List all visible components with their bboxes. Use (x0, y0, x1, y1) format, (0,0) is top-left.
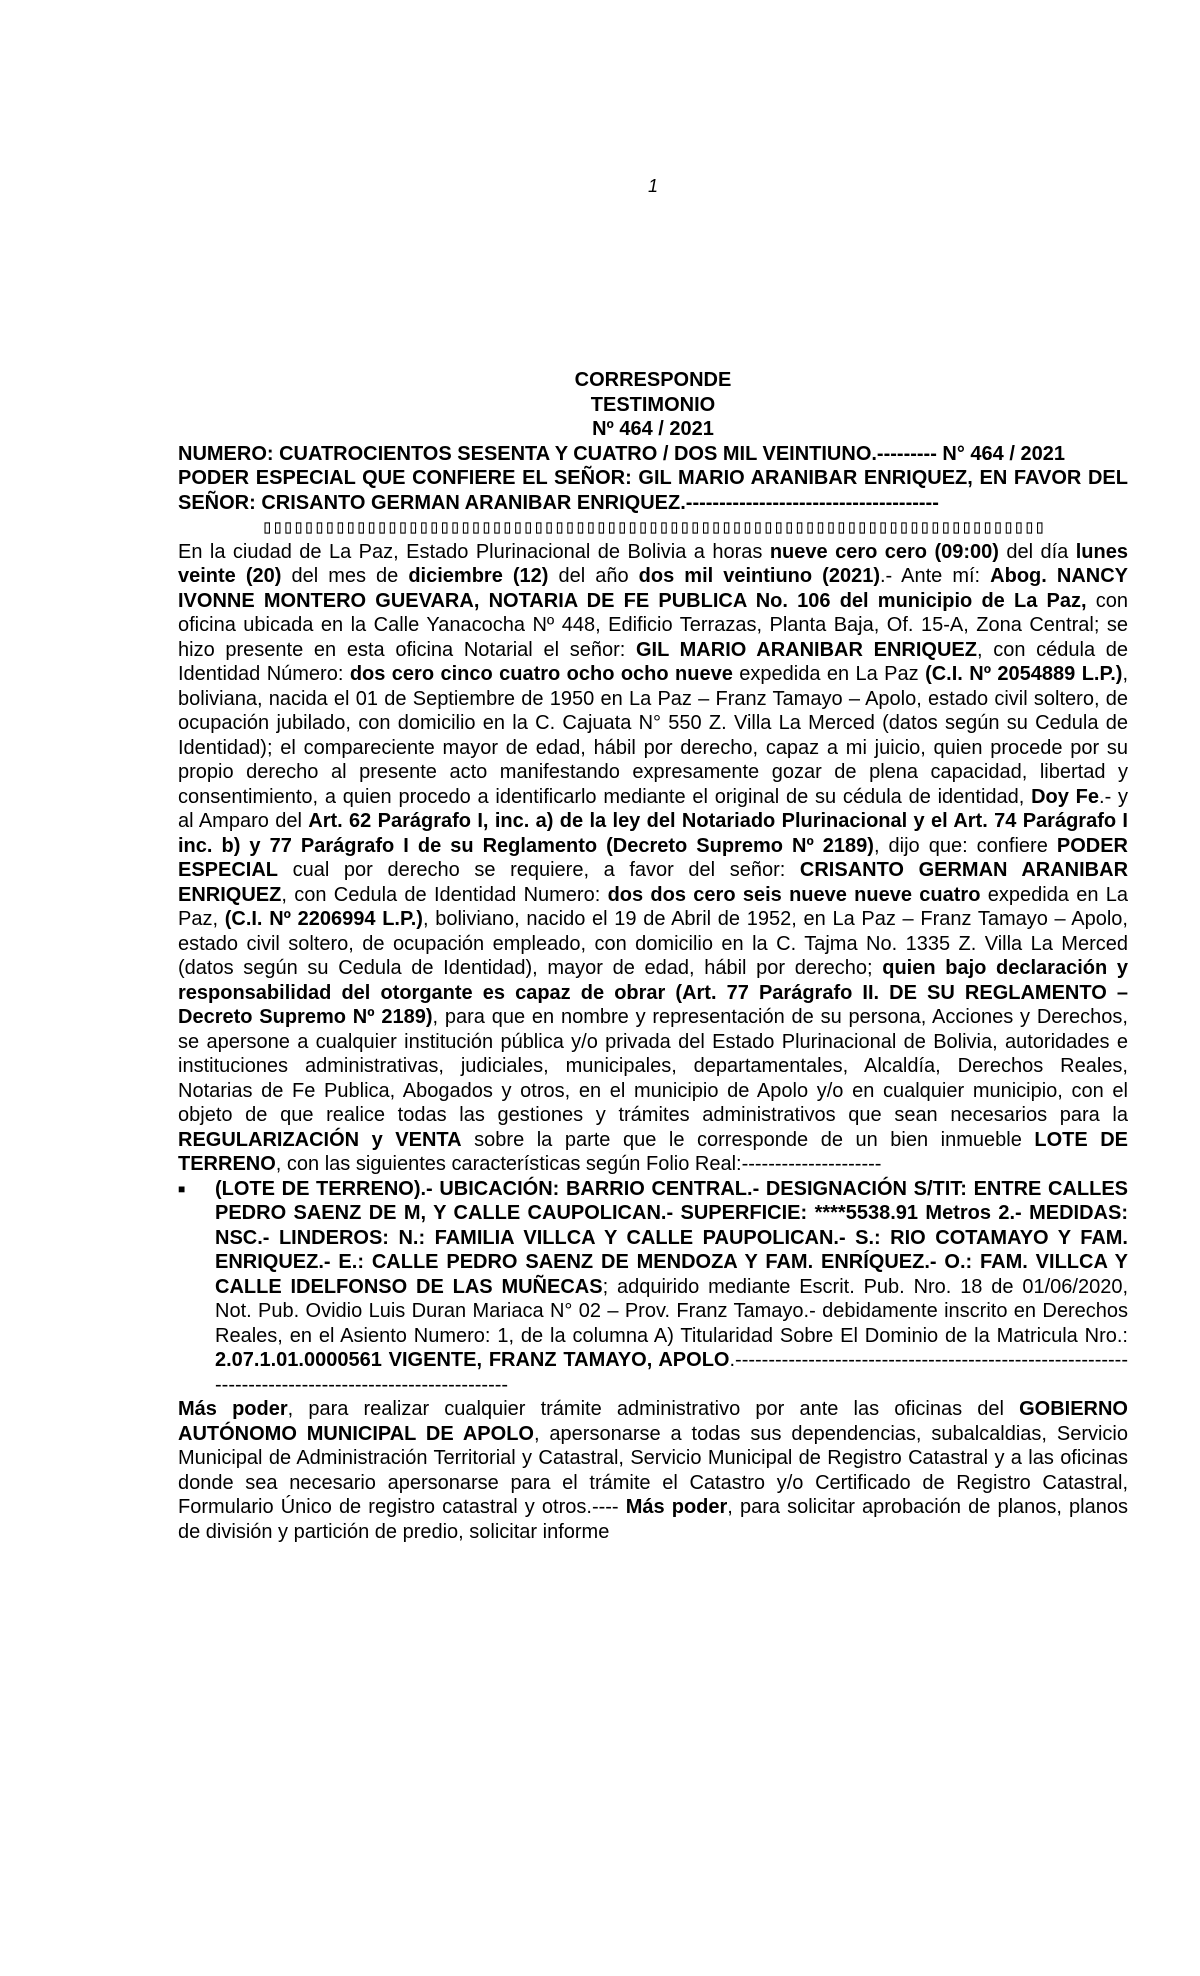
bold-text-run: quien bajo declaración y responsabilidad del otorgante es capaz de obrar (Art. 77 Parágrafo II. DE SU REGLAMENTO – Decreto Supremo Nº 2189) (178, 957, 1128, 1028)
bold-text-run: Art. 62 Parágrafo I, inc. a) de la ley del Notariado Plurinacional y el Art. 74 Parágrafo I inc. b) y 77 Parágrafo I de su Reglamento (Decreto Supremo Nº 2189) (178, 810, 1128, 857)
text-run: del día (998, 540, 1076, 563)
text-run: del año (548, 565, 639, 587)
text-run: , con cédula de Identidad Número: (178, 638, 1129, 685)
paragraph-mas-poder (178, 1397, 1128, 1544)
poder-line: PODER ESPECIAL QUE CONFIERE EL SEÑOR: GIL MARIO ARANIBAR ENRIQUEZ, EN FAVOR DEL SEÑOR: CRISANTO GERMAN ARANIBAR ENRIQUEZ.-------------------------------------- (178, 467, 1128, 514)
text-run: .------------------------------------------------------------------------------------------------------- (215, 1349, 1128, 1396)
heading-testimonio: TESTIMONIO (590, 393, 716, 416)
bold-text-run: diciembre (12) (408, 565, 549, 587)
text-run: , apersonarse a todas sus dependencias, subalcaldias, Servicio Municipal de Administración Territorial y Catastral, Servicio Municipal de Registro Catastral y a las oficinas donde sea necesario apersonarse para el trámite el Catastro y/o Certificado de Registro Catastral, Formulario Único de registro catastral y otros.---- (178, 1422, 1128, 1518)
page-number: 1 (647, 176, 658, 196)
text-run: , boliviana, nacida el 01 de Septiembre de 1950 en La Paz – Franz Tamayo – Apolo, estado civil soltero, de ocupación jubilado, con domicilio en la C. Cajuata N° 550 Z. Villa La Merced (datos según su Cedula de Identidad); el compareciente mayor de edad, hábil por derecho, capaz a mi juicio, quien procede por su propio derecho al presente acto manifestando expresamente gozar de plena capacidad, libertad y consentimiento, a quien procedo a identificarlo mediante el original de su cédula de identidad, (178, 663, 1129, 808)
heading-number: Nº 464 / 2021 (592, 418, 714, 440)
text-run: del mes de (281, 565, 409, 587)
heading-corresponde: CORRESPONDE (574, 369, 732, 391)
text-run: , para realizar cualquier trámite administrativo por ante las oficinas del (287, 1398, 1020, 1420)
bold-text-run: Abog. NANCY IVONNE MONTERO GUEVARA, NOTARIA DE FE PUBLICA No. 106 del municipio de La Paz, (178, 565, 1128, 612)
property-description (215, 1177, 1128, 1398)
document-body (178, 368, 1128, 1544)
bold-text-run: GOBIERNO AUTÓNOMO MUNICIPAL DE APOLO (178, 1398, 1128, 1445)
text-run: , boliviano, nacido el 19 de Abril de 1952, en La Paz – Franz Tamayo – Apolo, estado civil soltero, de ocupación empleado, con domicilio en la C. Tajma No. 1335 Z. Villa La Merced (datos según su Cedula de Identidad), mayor de edad, hábil por derecho; (178, 908, 1128, 979)
bullet-square-icon: ■ (178, 1181, 186, 1196)
text-run: , para que en nombre y representación de su persona, Acciones y Derechos, se apersone a cualquier institución pública y/o privada del Estado Plurinacional de Bolivia, autoridades e instituciones administrativas, judiciales, municipales, departamentales, Alcaldía, Derechos Reales, Notarias de Fe Publica, Abogados y otros, en el municipio de Apolo y/o en cualquier municipio, con el objeto de que realice todas las gestiones y trámites administrativos que sean necesarios para la (178, 1006, 1128, 1126)
bold-text-run: Más poder (178, 1398, 288, 1420)
bold-text-run: dos dos cero seis nueve nueve cuatro (607, 883, 981, 906)
bold-text-run: nueve cero cero (09:00) (769, 540, 999, 563)
glyph-row: ▯▯▯▯▯▯▯▯▯▯▯▯▯▯▯▯▯▯▯▯▯▯▯▯▯▯▯▯▯▯▯▯▯▯▯▯▯▯▯▯▯▯▯▯▯▯▯▯▯▯▯▯▯▯▯▯▯▯▯▯▯▯▯▯▯▯▯▯▯▯▯▯▯▯▯ (261, 516, 1045, 538)
bold-text-run: (C.I. Nº 2206994 L.P.) (224, 908, 423, 930)
bold-text-run: 2.07.1.01.0000561 VIGENTE, FRANZ TAMAYO, APOLO (215, 1349, 730, 1371)
text-run: , para solicitar aprobación de planos, planos de división y partición de predio, solicitar informe (178, 1496, 1128, 1543)
text-run: cual por derecho se requiere, a favor del señor: (278, 859, 800, 881)
bold-text-run: dos mil veintiuno (2021) (638, 565, 880, 587)
bold-text-run: GIL MARIO ARANIBAR ENRIQUEZ (635, 638, 977, 661)
text-run: .- y al Amparo del (178, 785, 1129, 832)
text-run: .- Ante mí: (879, 565, 991, 587)
text-run: , con Cedula de Identidad Numero: (281, 883, 608, 906)
text-run: expedida en La Paz, (178, 883, 1129, 930)
bold-text-run: PODER ESPECIAL (178, 834, 1128, 881)
bold-text-run: dos cero cinco cuatro ocho ocho nueve (349, 663, 733, 685)
bold-text-run: Más poder (625, 1496, 728, 1518)
bold-text-run: CRISANTO GERMAN ARANIBAR ENRIQUEZ (178, 859, 1129, 906)
text-run: con oficina ubicada en la Calle Yanacocha Nº 448, Edificio Terrazas, Planta Baja, Of. 15-A, Zona Central; se hizo presente en esta oficina Notarial el señor: (178, 589, 1128, 661)
property-bullet (178, 1177, 1128, 1398)
bold-text-run: LOTE DE TERRENO (178, 1128, 1129, 1175)
text-run: ; adquirido mediante Escrit. Pub. Nro. 18 de 01/06/2020, Not. Pub. Ovidio Luis Duran Mariaca N° 02 – Prov. Franz Tamayo.- debidamente inscrito en Derechos Reales, en el Asiento Numero: 1, de la columna A) Titularidad Sobre El Dominio de la Matricula Nro.: (215, 1275, 1129, 1347)
text-run: sobre la parte que le corresponde de un bien inmueble (461, 1128, 1035, 1151)
paragraph-intro (178, 540, 1128, 1177)
text-run: , dijo que: confiere (873, 834, 1057, 857)
bold-text-run: (LOTE DE TERRENO).- UBICACIÓN: BARRIO CENTRAL.- DESIGNACIÓN S/TIT: ENTRE CALLES PEDRO SAENZ DE M, Y CALLE CAUPOLICAN.- SUPERFICIE: ****5538.91 Metros 2.- MEDIDAS: NSC.- LINDEROS: N.: FAMILIA VILLCA Y CALLE PAUPOLICAN.- S.: RIO COTAMAYO Y FAM. ENRIQUEZ.- E.: CALLE PEDRO SAENZ DE MENDOZA Y FAM. ENRÍQUEZ.- O.: FAM. VILLCA Y CALLE IDELFONSO DE LAS MUÑECAS (215, 1177, 1128, 1298)
text-run: expedida en La Paz (732, 663, 926, 685)
numero-line: NUMERO: CUATROCIENTOS SESENTA Y CUATRO / DOS MIL VEINTIUNO.--------- N° 464 / 2021 (178, 442, 1065, 465)
bold-text-run: (C.I. Nº 2054889 L.P.) (925, 663, 1123, 685)
text-run: , con las siguientes características según Folio Real:--------------------- (275, 1153, 882, 1175)
text-run: En la ciudad de La Paz, Estado Plurinacional de Bolivia a horas (178, 540, 770, 563)
bold-text-run: Doy Fe (1031, 785, 1100, 808)
bold-text-run: lunes veinte (20) (178, 540, 1128, 587)
bold-text-run: REGULARIZACIÓN y VENTA (178, 1128, 462, 1151)
